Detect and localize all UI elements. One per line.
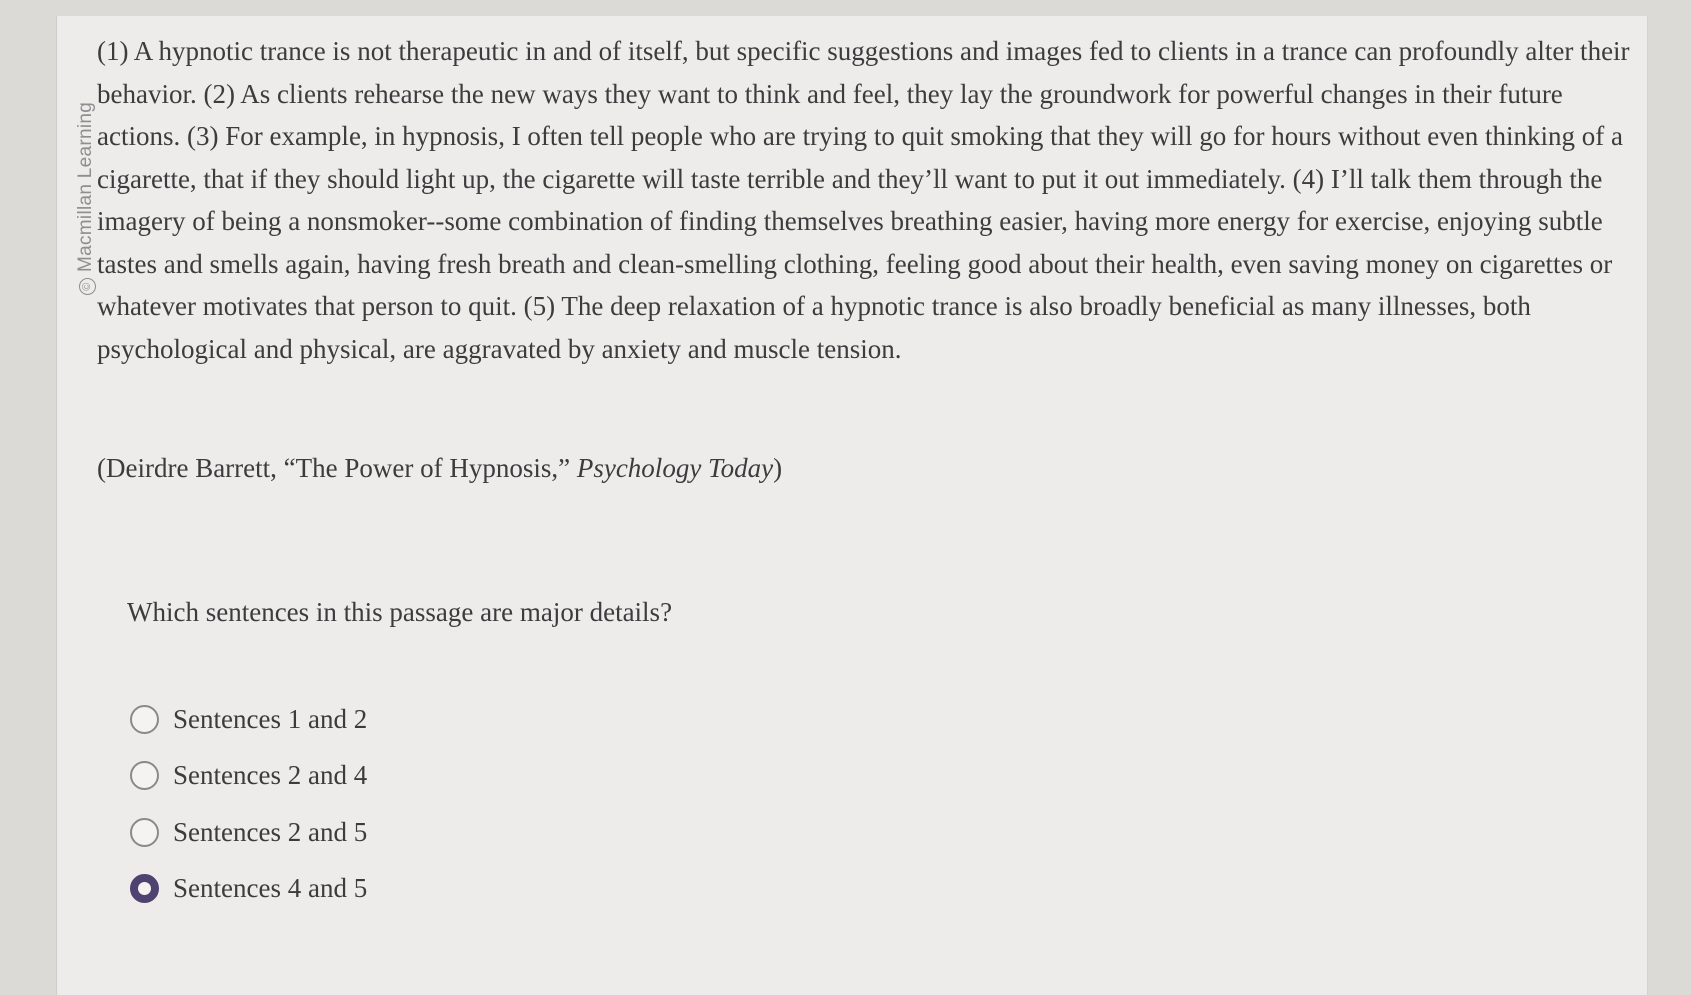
citation-suffix: ) [773,453,783,483]
radio-button-selected[interactable] [130,874,159,903]
answer-option-label[interactable]: Sentences 4 and 5 [173,873,368,904]
answer-option-2[interactable] [130,748,367,805]
radio-button[interactable] [130,705,159,734]
answer-option-label[interactable]: Sentences 1 and 2 [173,703,368,734]
answer-option-4[interactable] [130,861,367,918]
radio-button[interactable] [130,818,159,847]
watermark-text: Macmillan Learning [75,101,96,272]
citation-source: Psychology Today [576,453,774,483]
copyright-icon: © [79,278,96,295]
reading-passage: (1) A hypnotic trance is not therapeutic in and of itself, but specific suggestions and images fed to clients in a trance can profoundly alter their behavior. (2) As clients rehearse the new ways they want to think and feel, they lay the groundwork for powerful changes in their future actions. (3) For example, in hypnosis, I often tell people who are trying to quit smoking that they will go for hours without even thinking of a cigarette, that if they should light up, the cigarette will taste terrible and they’ll want to put it out immediately. (4) I’ll talk them through the imagery of being a nonsmoker--some combination of finding themselves breathing easier, having more energy for exercise, enjoying subtle tastes and smells again, having fresh breath and clean-smelling clothing, feeling good about their health, even saving money on cigarettes or whatever motivates that person to quit. (5) The deep relaxation of a hypnotic trance is also broadly beneficial as many illnesses, both psychological and physical, are aggravated by anxiety and muscle tension. [97,36,1630,364]
passage-citation [97,453,782,484]
answer-option-1[interactable] [130,691,367,748]
answer-option-3[interactable] [130,804,367,861]
citation-prefix: (Deirdre Barrett, “The Power of Hypnosis,” [97,453,577,483]
radio-button[interactable] [130,761,159,790]
answer-option-label[interactable]: Sentences 2 and 4 [173,760,368,791]
answer-options [130,691,367,917]
answer-option-label[interactable]: Sentences 2 and 5 [173,816,368,847]
question-prompt: Which sentences in this passage are major details? [127,597,673,627]
copyright-watermark [75,102,97,295]
